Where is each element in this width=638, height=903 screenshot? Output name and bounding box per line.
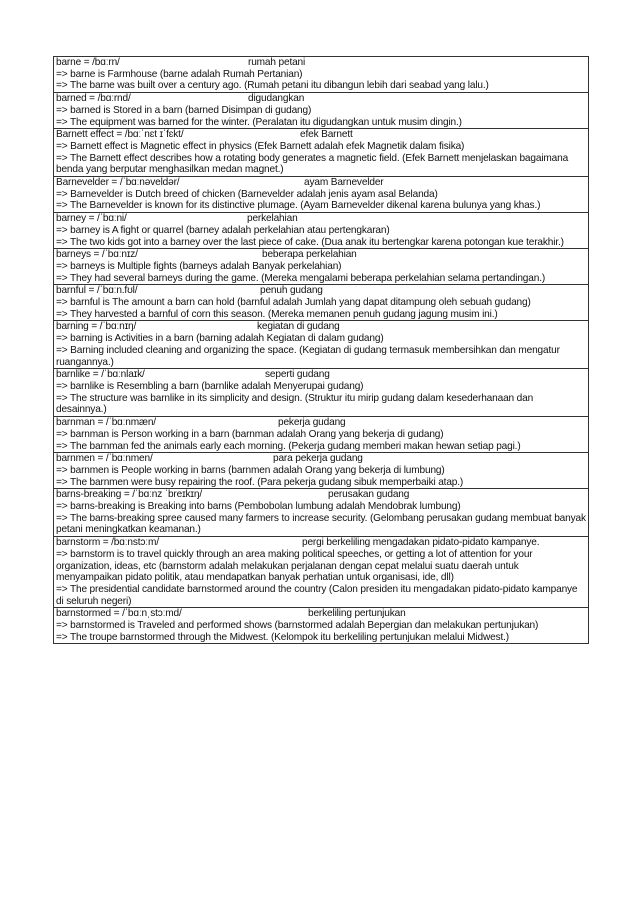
headword: barning = /ˈbɑːnɪŋ/ [56, 321, 137, 333]
dictionary-entry [54, 489, 588, 537]
headword: barnstormed = /ˈbɑːnˌstɔːmd/ [56, 608, 182, 620]
entry-header [56, 417, 586, 429]
headword: barneys = /ˈbɑːnɪz/ [56, 249, 138, 261]
entry-header [56, 93, 586, 105]
example: => The structure was barnlike in its simplicity and design. (Struktur itu mirip gudang dalam kesederhanaan dan desainnya.) [56, 392, 534, 416]
dictionary-entry [54, 369, 588, 417]
dictionary-entry [54, 93, 588, 129]
meaning: => Barnevelder is Dutch breed of chicken (Barnevelder adalah jenis ayam asal Belanda) [56, 188, 438, 200]
headword: barnman = /ˈbɑːnmæn/ [56, 417, 156, 429]
example: => The presidential candidate barnstormed around the country (Calon presiden itu mengadakan pidato-pidato kampanye di seluruh negeri) [56, 583, 578, 607]
translation: penuh gudang [260, 285, 323, 297]
entry-header [56, 129, 586, 141]
translation: pekerja gudang [278, 417, 346, 429]
entry-header [56, 453, 586, 465]
entry-header [56, 321, 586, 333]
entry-header [56, 249, 586, 261]
example: => The Barnevelder is known for its distinctive plumage. (Ayam Barnevelder dikenal karena bulunya yang khas.) [56, 200, 541, 212]
dictionary-entry [54, 537, 588, 608]
meaning: => barne is Farmhouse (barne adalah Rumah Pertanian) [56, 68, 303, 80]
dictionary-entry [54, 453, 588, 489]
translation: perusakan gudang [328, 489, 410, 501]
dictionary-entry [54, 249, 588, 285]
example: => The equipment was barned for the winter. (Peralatan itu digudangkan untuk musim dingin.) [56, 116, 462, 128]
translation: perkelahian [247, 213, 298, 225]
entry-header [56, 489, 586, 501]
entry-header [56, 285, 586, 297]
example: => The barnmen were busy repairing the roof. (Para pekerja gudang sibuk memperbaiki atap.) [56, 476, 464, 488]
example: => They had several barneys during the game. (Mereka mengalami beberapa perkelahian selama pertandingan.) [56, 272, 546, 284]
translation: digudangkan [248, 93, 305, 105]
example: => Barning included cleaning and organizing the space. (Kegiatan di gudang termasuk membersihkan dan mengatur ruangannya.) [56, 344, 560, 368]
translation: berkeliling pertunjukan [308, 608, 406, 620]
meaning: => barnman is Person working in a barn (barnman adalah Orang yang bekerja di gudang) [56, 428, 444, 440]
meaning: => barns-breaking is Breaking into barns (Pembobolan lumbung adalah Mendobrak lumbung) [56, 501, 461, 513]
example: => The barnman fed the animals early each morning. (Pekerja gudang memberi makan hewan setiap pagi.) [56, 440, 521, 452]
example: => The Barnett effect describes how a rotating body generates a magnetic field. (Efek Barnett menjelaskan bagaimana benda yang berputar menghasilkan medan magnet.) [56, 152, 569, 176]
entry-header [56, 537, 586, 549]
dictionary-entry [54, 129, 588, 177]
dictionary-table [53, 56, 589, 644]
headword: Barnett effect = /bɑːˈnɛt ɪˈfɛkt/ [56, 129, 184, 141]
headword: Barnevelder = /ˈbɑːnəveldər/ [56, 177, 180, 189]
dictionary-entry [54, 285, 588, 321]
headword: barnmen = /ˈbɑːnmen/ [56, 453, 153, 465]
meaning: => barning is Activities in a barn (barning adalah Kegiatan di dalam gudang) [56, 333, 384, 345]
translation: kegiatan di gudang [257, 321, 340, 333]
translation: rumah petani [248, 57, 306, 68]
example: => The barne was built over a century ago. (Rumah petani itu dibangun lebih dari seabad yang lalu.) [56, 80, 489, 92]
translation: pergi berkeliling mengadakan pidato-pidato kampanye. [302, 537, 540, 549]
meaning: => barnlike is Resembling a barn (barnlike adalah Menyerupai gudang) [56, 380, 364, 392]
headword: barney = /ˈbɑːni/ [56, 213, 127, 225]
entry-header [56, 177, 586, 189]
headword: barnful = /ˈbɑːn.fʊl/ [56, 285, 138, 297]
meaning: => barned is Stored in a barn (barned Disimpan di gudang) [56, 104, 312, 116]
translation: efek Barnett [300, 129, 353, 141]
meaning: => Barnett effect is Magnetic effect in physics (Efek Barnett adalah efek Magnetik dalam fisika) [56, 140, 465, 152]
translation: ayam Barnevelder [304, 177, 384, 189]
headword: barns-breaking = /ˈbɑːnz ˈbreɪkɪŋ/ [56, 489, 202, 501]
dictionary-entry [54, 321, 588, 369]
example: => The barns-breaking spree caused many farmers to increase security. (Gelombang perusakan gudang membuat banyak petani meningkatkan keamanan.) [56, 512, 586, 536]
translation: beberapa perkelahian [262, 249, 357, 261]
dictionary-entry [54, 417, 588, 453]
translation: seperti gudang [265, 369, 330, 381]
dictionary-entry [54, 608, 588, 644]
headword: barnstorm = /bɑːnstɔːm/ [56, 537, 159, 549]
entry-header [56, 213, 586, 225]
translation: para pekerja gudang [273, 453, 363, 465]
entry-header [56, 57, 586, 69]
meaning: => barnmen is People working in barns (barnmen adalah Orang yang bekerja di lumbung) [56, 464, 445, 476]
meaning: => barnstorm is to travel quickly through an area making political speeches, or getting a lot of attention for your organization, ideas, etc (barnstorm adalah melakukan perjalanan dengan cepat melalui suatu daerah untuk menyampaikan pidato politik, atau mendapatkan banyak perhatian untuk organisasi, ide, dll) [56, 548, 533, 584]
example: => The troupe barnstormed through the Midwest. (Kelompok itu berkeliling pertunjukan melalui Midwest.) [56, 631, 509, 643]
example: => The two kids got into a barney over the last piece of cake. (Dua anak itu bertengkar karena potongan kue terakhir.) [56, 236, 564, 248]
headword: barned = /bɑːrnd/ [56, 93, 131, 105]
headword: barne = /bɑːrn/ [56, 57, 120, 68]
meaning: => barnstormed is Traveled and performed shows (barnstormed adalah Bepergian dan melakukan pertunjukan) [56, 620, 539, 632]
entry-header [56, 608, 586, 620]
dictionary-entry [54, 57, 588, 93]
meaning: => barney is A fight or quarrel (barney adalah perkelahian atau pertengkaran) [56, 224, 390, 236]
example: => They harvested a barnful of corn this season. (Mereka memanen penuh gudang jagung musim ini.) [56, 308, 498, 320]
meaning: => barnful is The amount a barn can hold (barnful adalah Jumlah yang dapat ditampung oleh sebuah gudang) [56, 297, 531, 309]
headword: barnlike = /ˈbɑːnlaɪk/ [56, 369, 145, 381]
dictionary-entry [54, 177, 588, 213]
dictionary-entry [54, 213, 588, 249]
entry-header [56, 369, 586, 381]
meaning: => barneys is Multiple fights (barneys adalah Banyak perkelahian) [56, 260, 342, 272]
